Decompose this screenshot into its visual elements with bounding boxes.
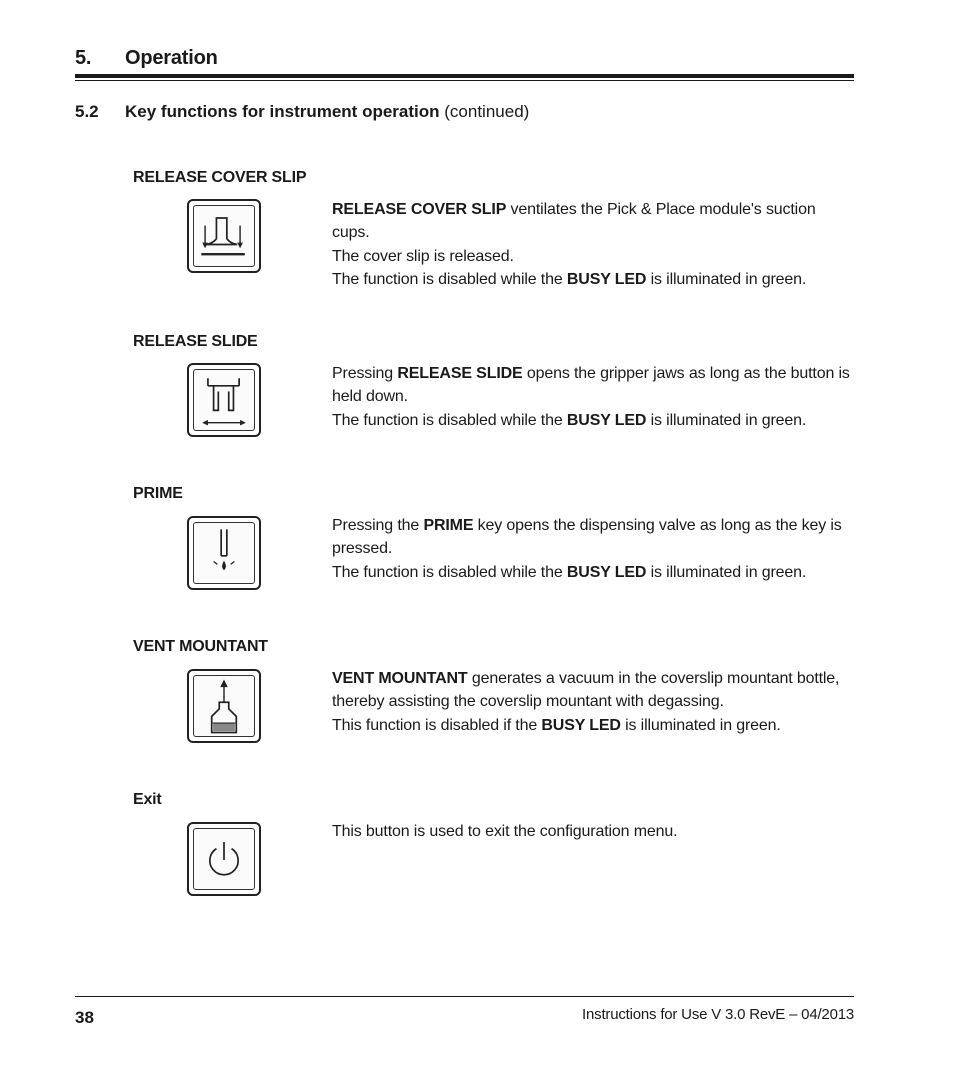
section-title: Key functions for instrument operation <box>125 102 440 121</box>
section-heading <box>75 102 529 122</box>
key-desc-release-cover-slip <box>332 198 852 291</box>
desc-line: The function is disabled while the BUSY LED is illuminated in green. <box>332 270 807 288</box>
chapter-title: Operation <box>125 47 218 69</box>
emphasis-text: BUSY LED <box>566 563 647 581</box>
release-cover-slip-icon <box>187 199 261 273</box>
release-slide-icon <box>187 363 261 437</box>
emphasis-text: BUSY LED <box>541 716 621 734</box>
desc-line: Pressing the PRIME key opens the dispensing valve as long as the key is pressed. <box>332 517 842 558</box>
key-label-vent-mountant: VENT MOUNTANT <box>133 638 268 655</box>
key-label-exit: Exit <box>133 791 162 808</box>
chapter-number: 5. <box>75 47 92 69</box>
header-rule-thick <box>75 74 854 78</box>
page-number: 38 <box>75 1008 94 1027</box>
key-desc-release-slide <box>332 362 852 432</box>
section-number: 5.2 <box>75 102 99 121</box>
key-desc-prime <box>332 514 852 584</box>
key-desc-exit <box>332 820 852 843</box>
prime-icon <box>187 516 261 590</box>
vent-mountant-icon <box>187 669 261 743</box>
desc-line: This button is used to exit the configuration menu. <box>332 823 678 840</box>
emphasis-text: BUSY LED <box>566 411 647 429</box>
emphasis-text: VENT MOUNTANT <box>332 670 468 687</box>
chapter-heading <box>75 47 218 70</box>
emphasis-text: BUSY LED <box>566 270 647 288</box>
key-label-prime: PRIME <box>133 485 183 502</box>
desc-line: The function is disabled while the BUSY LED is illuminated in green. <box>332 563 807 581</box>
emphasis-text: PRIME <box>423 517 474 534</box>
desc-line: VENT MOUNTANT generates a vacuum in the coverslip mountant bottle, thereby assisting the coverslip mountant with degassing. <box>332 670 840 711</box>
desc-line: Pressing RELEASE SLIDE opens the gripper jaws as long as the button is held down. <box>332 365 850 406</box>
header-rule-thin <box>75 80 854 81</box>
desc-line: The cover slip is released. <box>332 247 514 265</box>
desc-line: The function is disabled while the BUSY LED is illuminated in green. <box>332 411 807 429</box>
key-label-release-slide: RELEASE SLIDE <box>133 333 258 350</box>
key-desc-vent-mountant <box>332 667 852 737</box>
power-icon <box>187 822 261 896</box>
footer-doc-info: Instructions for Use V 3.0 RevE – 04/2013 <box>582 1006 854 1023</box>
emphasis-text: RELEASE SLIDE <box>397 365 523 382</box>
desc-line: This function is disabled if the BUSY LED is illuminated in green. <box>332 716 781 734</box>
emphasis-text: RELEASE COVER SLIP <box>332 201 507 218</box>
footer-rule <box>75 996 854 997</box>
section-suffix: (continued) <box>444 102 530 121</box>
desc-line: RELEASE COVER SLIP ventilates the Pick & Place module's suction cups. <box>332 201 816 242</box>
key-label-release-cover-slip: RELEASE COVER SLIP <box>133 169 307 186</box>
